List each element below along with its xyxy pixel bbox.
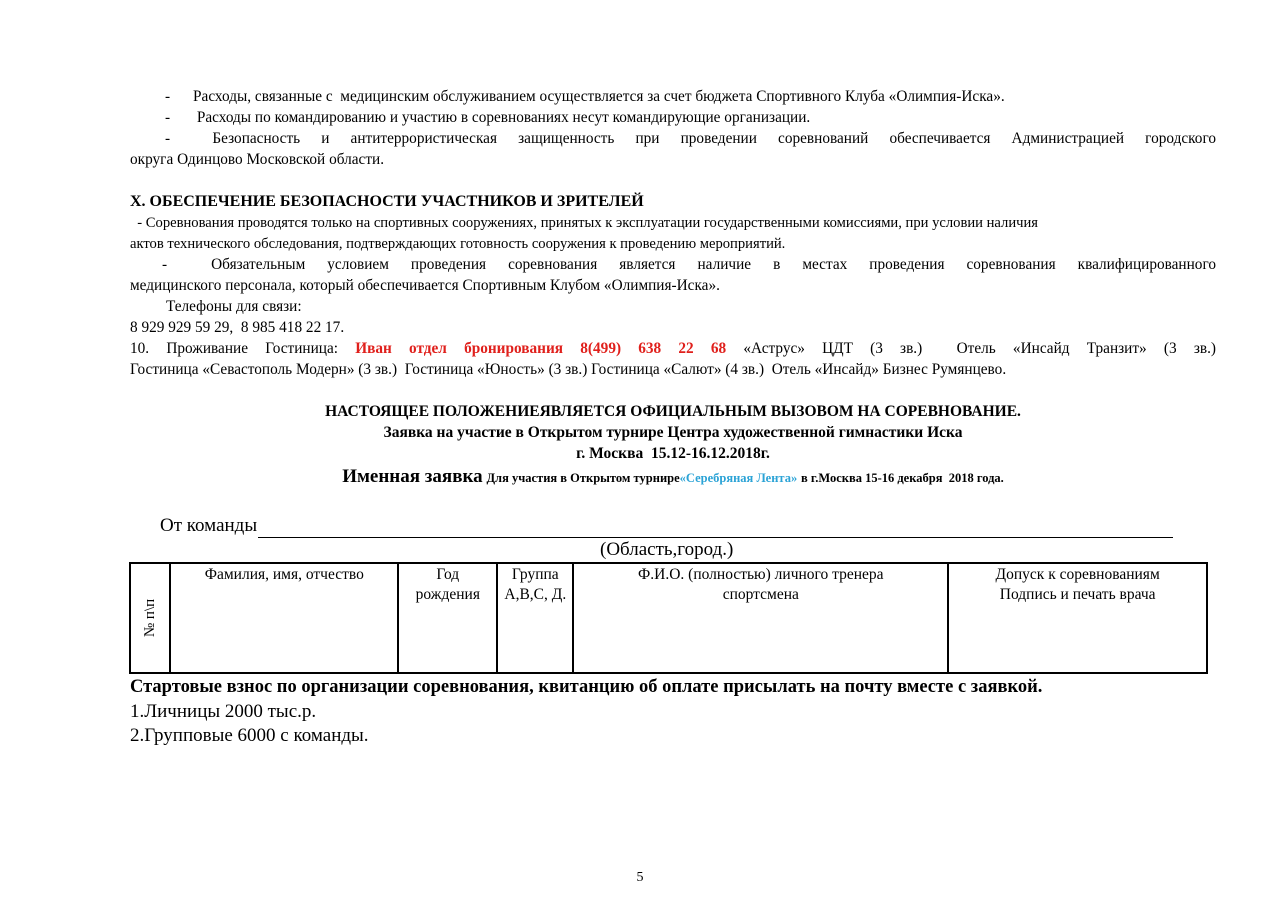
section-x-paragraph2-line2: медицинского персонала, который обеспечивается Спортивным Клубом «Олимпия-Иска». [130,277,720,294]
table-header-row [130,563,1207,673]
bullet-medical-expenses: - Расходы, связанные с медицинским обслуживанием осуществляется за счет бюджета Спортивного Клуба «Олимпия-Иска». [165,88,1005,105]
team-fill-line[interactable] [258,517,1173,538]
application-title: Заявка на участие в Открытом турнире Центра художественной гимнастики Иска [383,424,963,441]
bullet-security-line1: - Безопасность и антитеррористическая защищенность при проведении соревнований обеспечивается Администрацией городского [165,130,1216,147]
phones-label: Телефоны для связи: [166,298,302,315]
section-x-heading: X. ОБЕСПЕЧЕНИЕ БЕЗОПАСНОСТИ УЧАСТНИКОВ И ЗРИТЕЛЕЙ [130,193,644,210]
team-label: От команды [160,515,258,536]
fees-heading: Стартовые взнос по организации соревнования, квитанцию об оплате присылать на почту вместе с заявкой. [130,677,1043,697]
col-coach: Ф.И.О. (полностью) личного тренера спортсмена [573,563,948,673]
lodging-prefix: 10. Проживание Гостиница: [130,340,338,357]
bullet-security-line2: округа Одинцово Московской области. [130,151,385,168]
section-x-paragraph2-line1: - Обязательным условием проведения соревнования является наличие в местах проведения соревнования квалифицированного [162,256,1216,273]
named-application-line [130,466,1216,489]
named-application-title: Именная заявка [342,466,483,487]
col-number-label: № п\п [142,598,159,638]
col-doctor-approval: Допуск к соревнованиям Подпись и печать врача [948,563,1207,673]
col-birth-year: Год рождения [398,563,497,673]
named-application-text-before: Для участия в Открытом турнире [486,471,680,485]
col-full-name: Фамилия, имя, отчество [170,563,398,673]
fee-individual: 1.Личницы 2000 тыс.р. [130,701,317,722]
col-number [130,563,170,673]
lodging-line2: Гостиница «Севастополь Модерн» (3 зв.) Гостиница «Юность» (3 зв.) Гостиница «Салют» (4 зв.) Отель «Инсайд» Бизнес Румянцево. [130,361,1007,378]
lodging-line1 [130,339,1216,359]
col-group: Группа А,В,С, Д. [497,563,573,673]
fee-group: 2.Групповые 6000 с команды. [130,725,369,746]
lodging-booking-contact: Иван отдел бронирования 8(499) 638 22 68 [355,340,727,357]
team-line [160,514,1173,538]
named-application-text-after: в г.Москва 15-16 декабря 2018 года. [801,471,1004,485]
tournament-name: «Серебряная Лента» [679,471,798,485]
page-number: 5 [636,870,644,885]
region-hint: (Область,город.) [600,539,734,560]
bullet-travel-expenses: - Расходы по командированию и участию в соревнованиях несут командирующие организации. [165,109,811,126]
official-notice: НАСТОЯЩЕЕ ПОЛОЖЕНИЕЯВЛЯЕТСЯ ОФИЦИАЛЬНЫМ ВЫЗОВОМ НА СОРЕВНОВАНИЕ. [325,403,1021,420]
city-dates: г. Москва 15.12-16.12.2018г. [576,445,770,462]
phones-numbers: 8 929 929 59 29, 8 985 418 22 17. [130,319,345,336]
registration-table [129,562,1208,674]
lodging-hotels-line1: «Аструс» ЦДТ (3 зв.) Отель «Инсайд Транзит» (3 зв.) [743,340,1217,357]
section-x-paragraph1-line2: актов технического обследования, подтверждающих готовность сооружения к проведению мероприятий. [130,236,786,252]
section-x-paragraph1-line1: - Соревнования проводятся только на спортивных сооружениях, принятых к эксплуатации государственными комиссиями, при условии наличия [130,215,1038,231]
